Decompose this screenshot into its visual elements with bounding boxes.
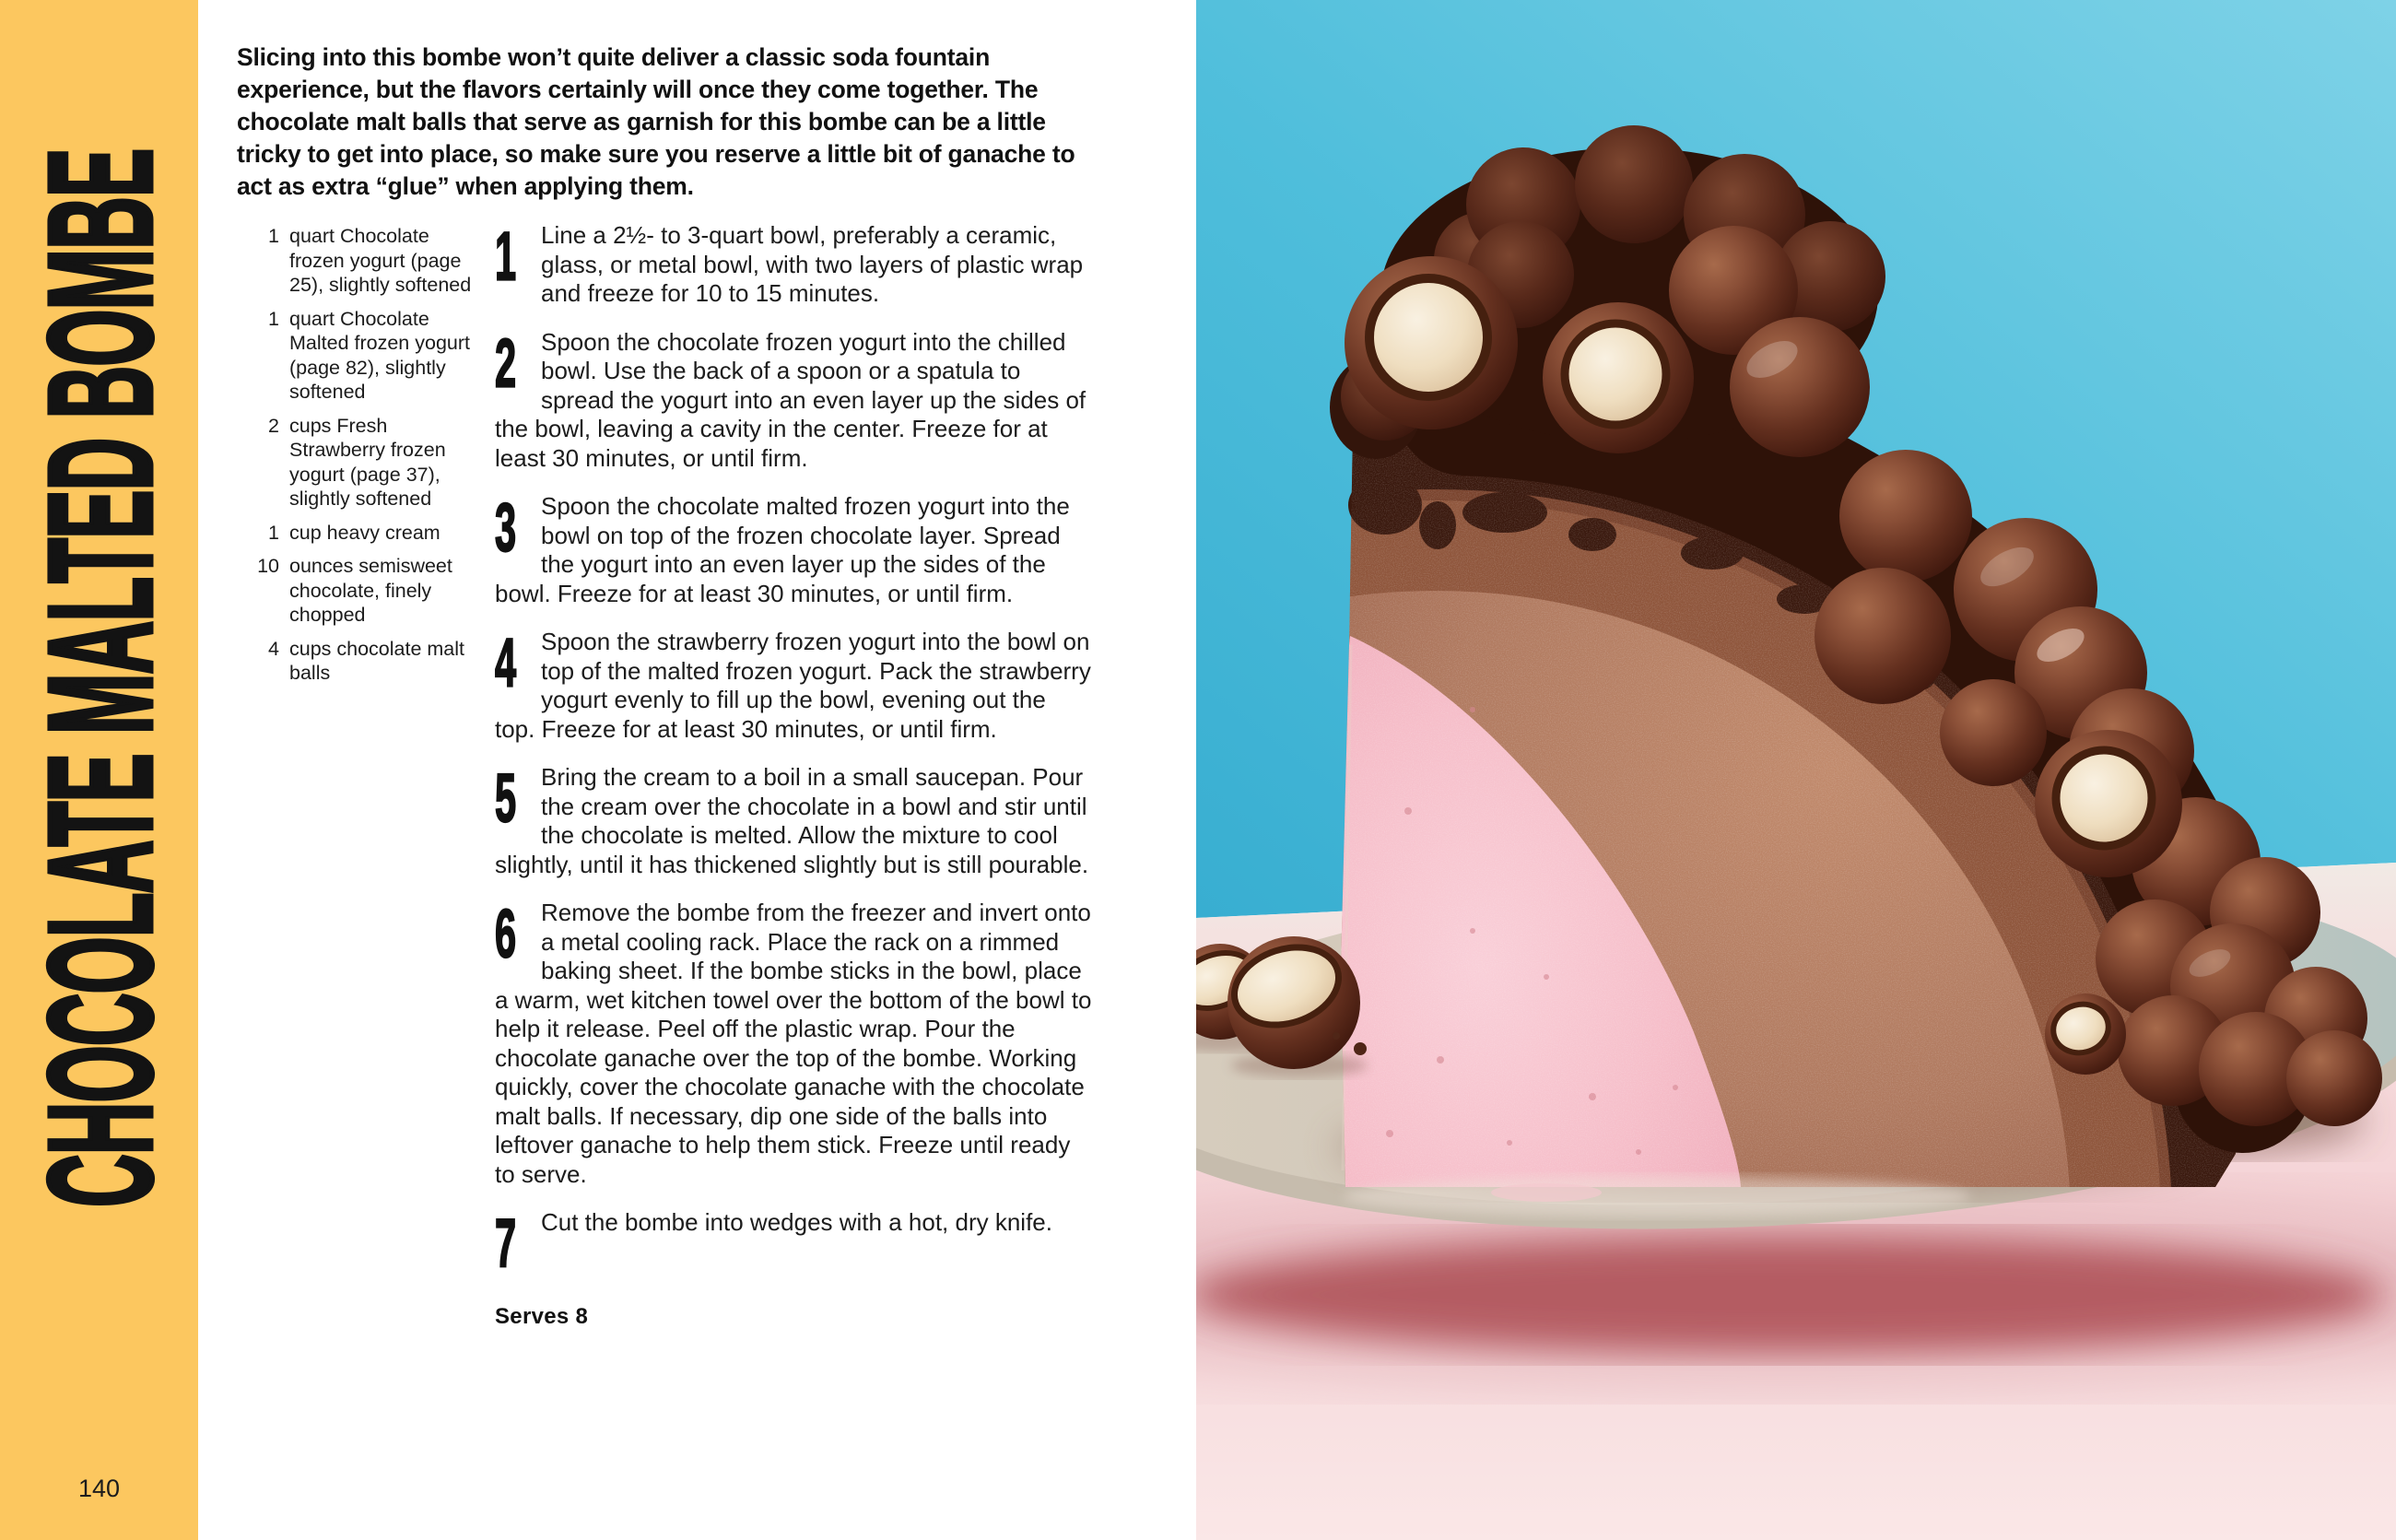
ingredient-text: quart Chocolate Malted frozen yogurt (page 82), slightly softened [289,307,470,403]
ingredient-text: cup heavy cream [289,521,440,544]
instruction-step [495,218,1092,309]
ingredient-qty: 10 [257,555,279,577]
instruction-step [495,625,1092,744]
melt-sheen [1344,1176,1970,1217]
ingredient-qty: 4 [268,637,279,660]
spine-band [0,0,198,1540]
serves-label: Serves 8 [495,1304,589,1329]
step-number: 4 [495,625,517,702]
instruction-list [495,218,1092,1332]
step-number: 2 [495,325,517,403]
recipe-title: CHOCOLATE MALTED BOMBE [18,148,182,1207]
ingredient-list [237,224,473,695]
ingredient-row [237,521,473,546]
instruction-step [495,760,1092,879]
ingredient-row [237,414,473,511]
step-text: Spoon the chocolate frozen yogurt into the chilled bowl. Use the back of a spoon or a spatula to spread the yogurt into an even layer up the sides of the bowl, leaving a cavity in the center. Freeze for at least 30 minutes, or until firm. [495,327,1086,472]
step-number: 6 [495,896,517,973]
ingredient-qty: 1 [268,521,279,544]
step-number: 7 [495,1205,517,1283]
ingredient-row [237,307,473,405]
ingredient-text: ounces semisweet chocolate, finely chopped [289,555,452,626]
ingredient-text: quart Chocolate frozen yogurt (page 25), slightly softened [289,225,472,296]
instruction-step [495,489,1092,608]
instruction-step [495,325,1092,474]
ingredient-qty: 2 [268,414,279,437]
ingredient-qty: 1 [268,225,279,247]
step-text: Spoon the chocolate malted frozen yogurt into the bowl on top of the frozen chocolate layer. Spread the yogurt into an even layer up the sides of the bowl. Freeze for at least 30 minutes, or until firm. [495,492,1070,607]
ingredient-row [237,637,473,686]
step-number: 5 [495,760,517,838]
recipe-intro: Slicing into this bombe won’t quite deliver a classic soda fountain experience, but the flavors certainly will once they come together. The chocolate malt balls that serve as garnish for this bombe can be a little tricky to get into place, so make sure you reserve a little bit of ganache to act as extra “glue” when applying them. [237,43,1075,200]
instruction-step [495,896,1092,1189]
ingredient-text: cups Fresh Strawberry frozen yogurt (page 37), slightly softened [289,414,446,510]
page-number: 140 [77,1475,121,1502]
instruction-step [495,1205,1092,1283]
step-text: Line a 2½- to 3-quart bowl, preferably a ceramic, glass, or metal bowl, with two layers of plastic wrap and freeze for 10 to 15 minutes. [541,221,1084,307]
step-text: Bring the cream to a boil in a small saucepan. Pour the cream over the chocolate in a bowl and stir until the chocolate is melted. Allow the mixture to cool slightly, until it has thickened slightly but is still pourable. [495,763,1089,878]
ingredient-text: cups chocolate malt balls [289,637,465,684]
recipe-photo [1196,0,2396,1540]
ingredient-row [237,554,473,628]
step-number: 1 [495,218,517,296]
step-text: Remove the bombe from the freezer and invert onto a metal cooling rack. Place the rack on a rimmed baking sheet. If the bombe sticks in the bowl, place a warm, wet kitchen towel over the bottom of the bowl to help it release. Peel off the plastic wrap. Pour the chocolate ganache over the top of the bombe. Working quickly, cover the chocolate ganache with the chocolate malt balls. If necessary, dip one side of the balls into leftover ganache to help them stick. Freeze until ready to serve. [495,899,1092,1188]
step-text: Cut the bombe into wedges with a hot, dry knife. [541,1208,1052,1236]
step-number: 3 [495,489,517,567]
ingredient-row [237,224,473,298]
ingredient-qty: 1 [268,307,279,330]
step-text: Spoon the strawberry frozen yogurt into the bowl on top of the malted frozen yogurt. Pack the strawberry yogurt evenly to fill up the bowl, evening out the top. Freeze for at least 30 minutes, or until firm. [495,628,1091,743]
